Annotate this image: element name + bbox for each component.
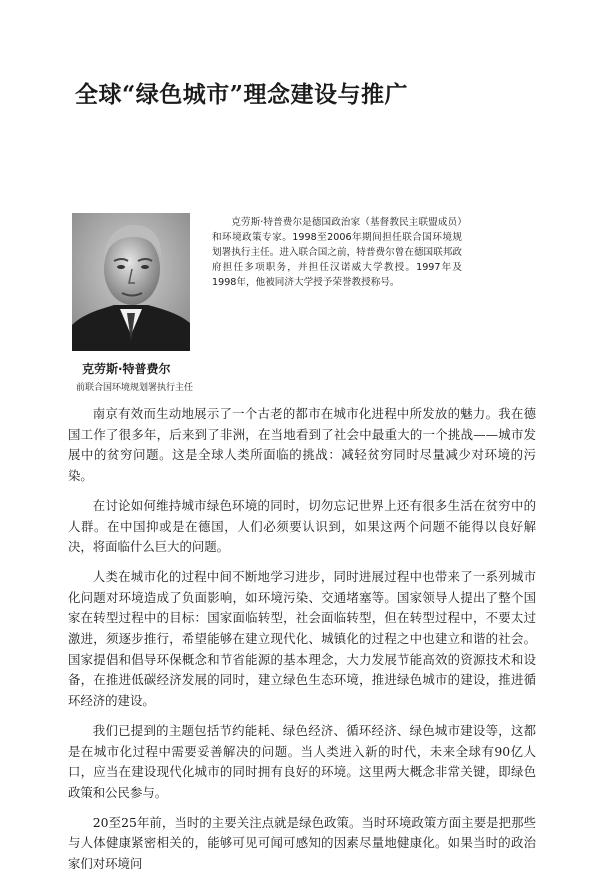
article-body [68, 404, 536, 884]
author-role: 前联合国环境规划署执行主任 [76, 383, 194, 393]
author-photo [72, 213, 190, 351]
article-title: 全球“绿色城市”理念建设与推广 [75, 81, 408, 108]
body-paragraph: 人类在城市化的过程中间不断地学习进步，同时进展过程中也带来了一系列城市化问题对环境造成了负面影响，如环境污染、交通堵塞等。国家领导人提出了整个国家在转型过程中的目标：国家面临转型，社会面临转型，但在转型过程中，不要太过激进，须逐步推行，希望能够在建立现代化、城镇化的过程之中也建立和谐的社会。国家提倡和倡导环保概念和节省能源的基本理念，大力发展节能高效的资源技术和设备，在推进低碳经济发展的同时，建立绿色生态环境，推进绿色城市的建设，推进循环经济的建设。 [68, 568, 536, 709]
author-bio: 克劳斯·特普费尔是德国政治家（基督教民主联盟成员）和环境政策专家。1998至2006年期间担任联合国环境规划署执行主任。进入联合国之前，特普费尔曾在德国联邦政府担任多项职务，并担任汉诺威大学教授。1997年及1998年，他被同济大学授予荣誉教授称号。 [212, 217, 462, 288]
author-name: 克劳斯·特普费尔 [82, 362, 171, 376]
body-paragraph: 在讨论如何维持城市绿色环境的同时，切勿忘记世界上还有很多生活在贫穷中的人群。在中国抑或是在德国，人们必须要认识到，如果这两个问题不能得以良好解决，将面临什么巨大的问题。 [68, 497, 536, 555]
body-paragraph: 20至25年前，当时的主要关注点就是绿色政策。当时环境政策方面主要是把那些与人体健康紧密相关的，能够可见可闻可感知的因素尽量地健康化。如果当时的政治家们对环境问 [68, 814, 536, 872]
body-paragraph: 南京有效而生动地展示了一个古老的都市在城市化进程中所发放的魅力。我在德国工作了很多年，后来到了非洲，在当地看到了社会中最重大的一个挑战——城市发展中的贫穷问题。这是全球人类所面临的挑战：减轻贫穷同时尽量减少对环境的污染。 [68, 406, 536, 484]
body-paragraph: 我们已提到的主题包括节约能耗、绿色经济、循环经济、绿色城市建设等，这都是在城市化过程中需要妥善解决的问题。当人类进入新的时代，未来全球有90亿人口，应当在建设现代化城市的同时拥有良好的环境。这里两大概念非常关键，即绿色政策和公民参与。 [68, 722, 536, 800]
